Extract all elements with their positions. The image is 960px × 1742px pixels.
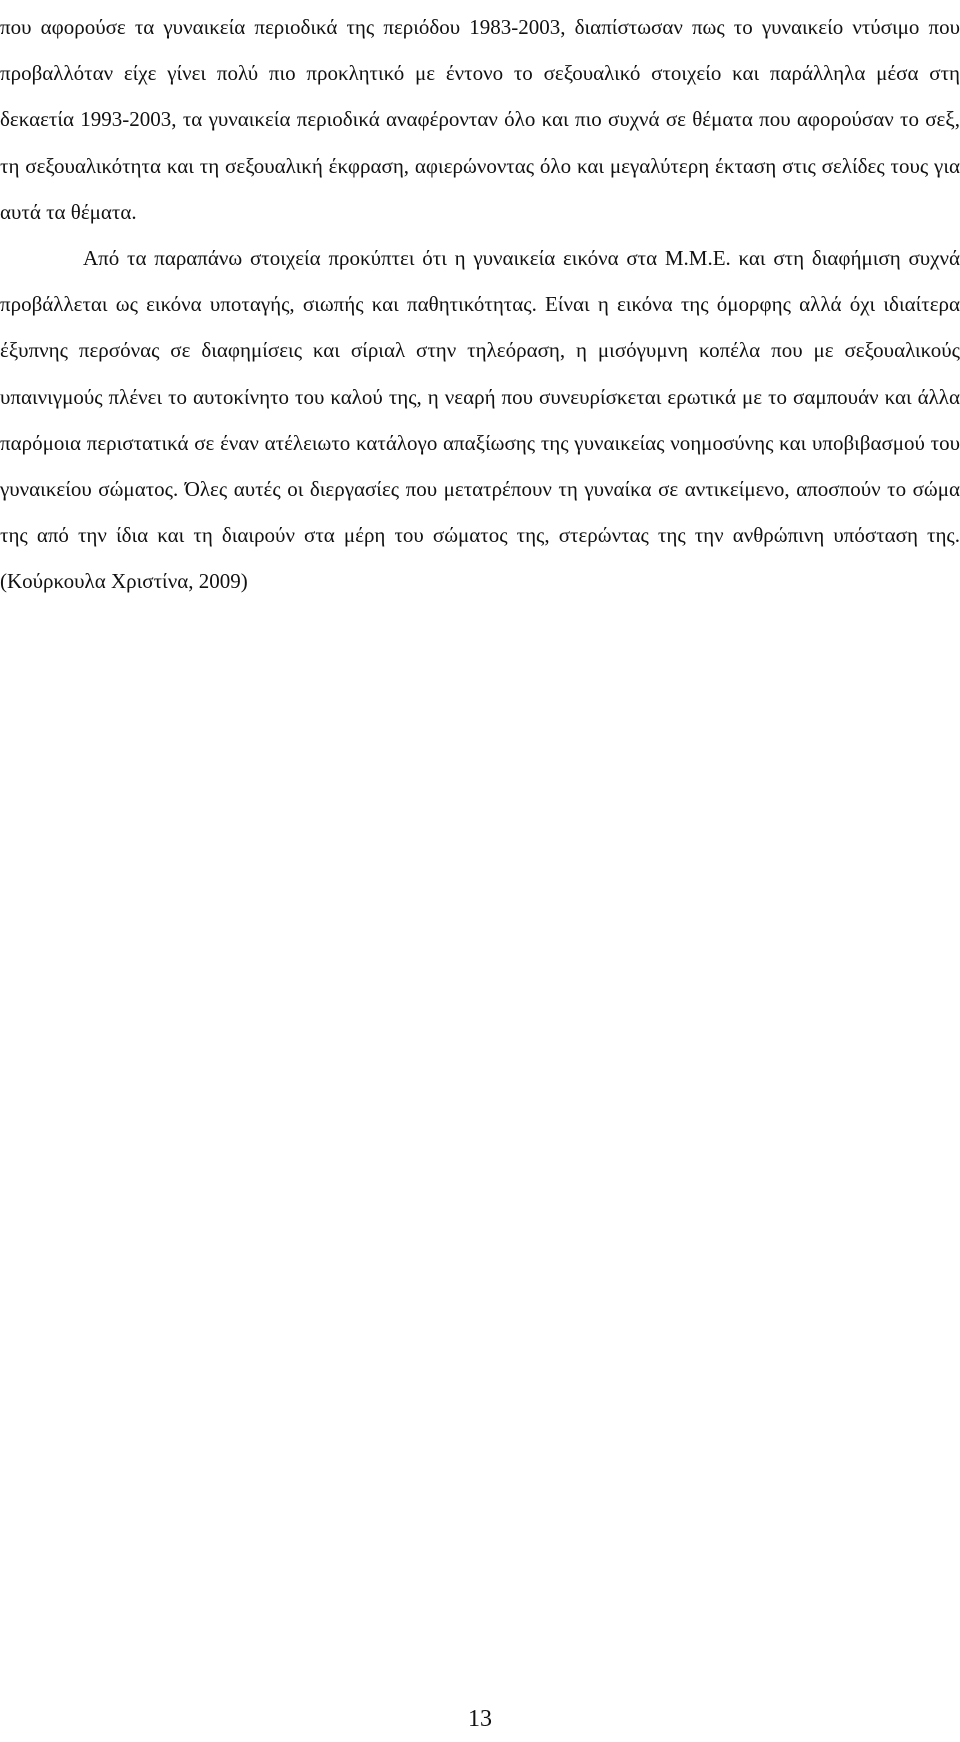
- paragraph-continued: που αφορούσε τα γυναικεία περιοδικά της περιόδου 1983-2003, διαπίστωσαν πως το γυναικείο ντύσιμο που προβαλλόταν είχε γίνει πολύ πιο προκλητικό με έντονο το σεξουαλικό στοιχείο και παράλληλα μέσα στη δεκαετία 1993-2003, τα γυναικεία περιοδικά αναφέρονταν όλο και πιο συχνά σε θέματα που αφορούσαν το σεξ, τη σεξουαλικότητα και τη σεξουαλική έκφραση, αφιερώνοντας όλο και μεγαλύτερη έκταση στις σελίδες τους για αυτά τα θέματα.: [0, 15, 960, 224]
- paragraph-media-image: Από τα παραπάνω στοιχεία προκύπτει ότι η γυναικεία εικόνα στα Μ.Μ.Ε. και στη διαφήμιση συχνά προβάλλεται ως εικόνα υποταγής, σιωπής και παθητικότητας. Είναι η εικόνα της όμορφης αλλά όχι ιδιαίτερα έξυπνης περσόνας σε διαφημίσεις και σίριαλ στην τηλεόραση, η μισόγυμνη κοπέλα που με σεξουαλικούς υπαινιγμούς πλένει το αυτοκίνητο του καλού της, η νεαρή που συνευρίσκεται ερωτικά με το σαμπουάν και άλλα παρόμοια περιστατικά σε έναν ατέλειωτο κατάλογο απαξίωσης της γυναικείας νοημοσύνης και υποβιβασμού του γυναικείου σώματος. Όλες αυτές οι διεργασίες που μετατρέπουν τη γυναίκα σε αντικείμενο, αποσπούν το σώμα της από την ίδια και τη διαιρούν στα μέρη του σώματος της, στερώντας της την ανθρώπινη υπόσταση της. (Κούρκουλα Χριστίνα, 2009): [0, 246, 960, 594]
- body-text: [0, 4, 960, 605]
- page-number: 13: [468, 1706, 492, 1732]
